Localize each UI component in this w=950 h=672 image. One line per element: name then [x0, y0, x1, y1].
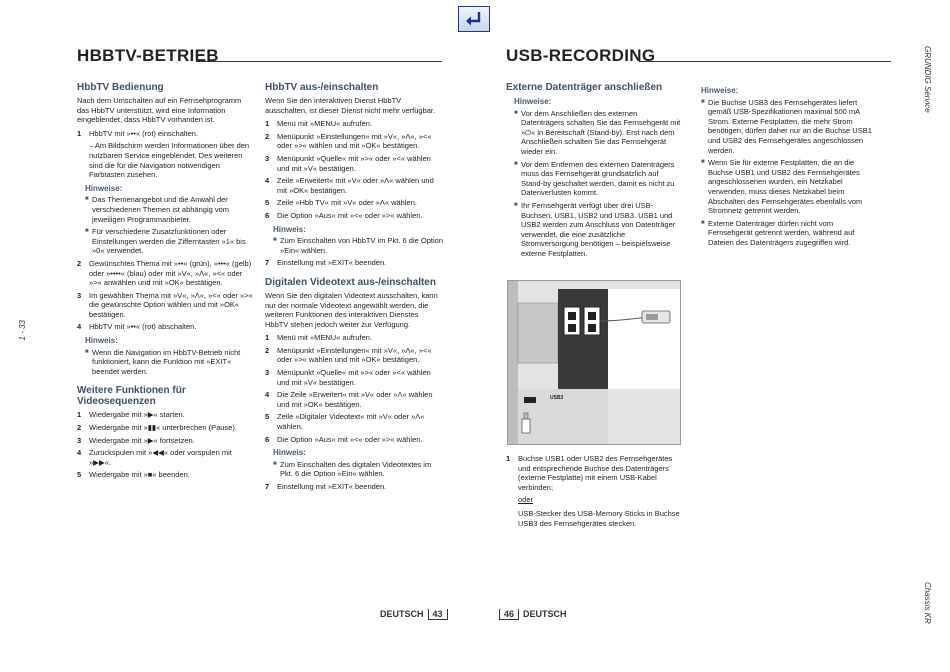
right-column-1-steps	[506, 454, 682, 532]
list-item: ■ Vor dem Entfernen des externen Datenträgers muss das Fernsehgerät grundsätzlich auf Stand-by geschaltet werden, damit es nicht zu Datenverlusten kommt.	[514, 159, 675, 198]
heading-weitere-funktionen: Weitere Funktionen für Videosequenzen	[77, 385, 186, 408]
list-item: ■ Zum Einschalten des digitalen Videotextes im Pkt. 6 die Option »Ein« wählen.	[273, 459, 432, 479]
step-7: 7 Einstellung mit »EXIT« beenden.	[265, 258, 387, 268]
square-bullet-icon: ■	[701, 159, 705, 166]
hinweise-heading: Hinweise:	[514, 97, 552, 106]
step-5: 5 Zeile »Hbb TV« mit »V« oder »Λ« wählen.	[265, 198, 417, 208]
step-5: 5 Wiedergabe mit »■« beenden.	[77, 470, 190, 480]
step-1: 1 Wiedergabe mit »▶« starten.	[77, 410, 185, 420]
hinweise-heading: Hinweise:	[701, 86, 739, 95]
step-6: 6 Die Option »Aus« mit »<« oder »>« wählen.	[265, 434, 423, 444]
list-item: ■ Externe Datenträger dürfen nicht vom Fernsehgerät getrennt werden, während auf Dateien des Datenträgers zugegriffen wird.	[701, 218, 855, 247]
side-chassis-label: Chassis KR	[923, 582, 932, 624]
step-3: 3 Menüpunkt »Quelle« mit »>« oder »<« wählen und mit »V« bestätigen.	[265, 153, 431, 173]
oder-text: oder	[518, 495, 534, 505]
square-bullet-icon: ■	[514, 160, 518, 167]
step-3: 3 Im gewählten Thema mit »V«, »Λ«, »<« oder »>« die gewünschte Option wählen und mit »OK« bestätigen.	[77, 290, 253, 319]
usb3-label: USB3	[550, 395, 564, 401]
page-title: USB-RECORDING	[506, 46, 656, 65]
heading-digitaler-videotext: Digitalen Videotext aus-/einschalten	[265, 276, 436, 288]
list-item: ■ Zum Einschalten von HbbTV im Pkt. 6 die Option »Ein« wählen.	[273, 236, 443, 255]
step-5: 5 Zeile »Digitaler Videotext« mit »V« oder »Λ« wählen.	[265, 412, 425, 432]
step-1: 1 Menü mit »MENU« aufrufen.	[265, 333, 373, 343]
intro-text: Nach dem Umschalten auf ein Fernsehprogramm das HbbTV unterstützt, wird eine Information eingeblendet, dass HbbTV vorhanden ist.	[77, 96, 242, 125]
heading-externe-datentraeger: Externe Datenträger anschließen	[506, 82, 663, 93]
right-column-2	[701, 82, 875, 251]
footer-language: DEUTSCH	[380, 609, 424, 619]
intro-text: Wenn Sie den interaktiven Dienst HbbTV ausschalten, ist dieser Dienst nicht mehr verfügbar.	[265, 96, 436, 115]
page-number: 43	[428, 609, 448, 620]
list-item: ■ Das Themenangebot und die Anwahl der verschiedenen Themen ist abhängig vom jeweiligen Programmanbieter.	[85, 195, 230, 224]
side-brand-label: GRUNDIG Service	[923, 46, 932, 113]
left-column-2	[265, 82, 443, 495]
square-bullet-icon: ■	[273, 237, 277, 244]
step-1-alternative: USB-Stecker des USB-Memory Sticks in Buchse USB3 des Fernsehgerätes stecken.	[518, 508, 680, 528]
square-bullet-icon: ■	[85, 348, 89, 355]
step-3: 3 Wiedergabe mit »▶« fortsetzen.	[77, 435, 195, 445]
usb-connection-illustration	[507, 280, 681, 445]
footer-left	[380, 609, 452, 620]
hinweis-heading: Hinweis:	[273, 448, 306, 458]
square-bullet-icon: ■	[85, 228, 89, 235]
step-2: 2 Menüpunkt »Einstellungen« mit »V«, »Λ«, »<« oder »>« wählen und mit »OK« bestätigen.	[265, 131, 432, 151]
heading-hbbtv-aus: HbbTV aus-/einschalten	[265, 82, 379, 93]
step-2: 2 Wiedergabe mit »▮▮« unterbrechen (Pause).	[77, 423, 237, 433]
step-2: 2 Gewünschtes Thema mit »••« (grün), »•••« (gelb) oder »••••« (blau) oder mit »V«, »Λ«, »<« oder »>« anwählen und mit »OK« bestätigen.	[77, 258, 252, 288]
step-7: 7 Einstellung mit »EXIT« beenden.	[265, 482, 387, 491]
list-item: ■ Wenn die Navigation im HbbTV-Betrieb nicht funktioniert, kann die Funktion mit »EXIT« beendet werden.	[85, 347, 241, 376]
intro-text: Wenn Sie den digitalen Videotext ausschalten, kann nur der normale Videotext angewählt werden, die weiteren Funktionen des interaktiven Dienstes HbbTV stehen jedoch weiter zur Verfügung.	[265, 290, 438, 329]
heading-hbbtv-bedienung: HbbTV Bedienung	[77, 82, 164, 93]
step-1: 1 HbbTV mit »••« (rot) einschalten.	[77, 128, 199, 138]
tv-back-panel-drawing	[508, 281, 680, 444]
page-title: HBBTV-BETRIEB	[77, 46, 219, 65]
right-page	[475, 0, 950, 672]
step-4: 4 Zurückspulen mit »◀◀« oder vorspulen mit »▶▶«.	[77, 448, 232, 467]
hinweise-heading: Hinweise:	[85, 183, 123, 193]
title-rule	[196, 61, 442, 62]
step-4: 4 Zeile »Erweitert« mit »V« oder »Λ« wählen und mit »OK« bestätigen.	[265, 176, 434, 195]
hinweis-heading: Hinweis:	[85, 336, 118, 346]
list-item: ■ Ihr Fernsehgerät verfügt über drei USB-Buchsen, USB1, USB2 und USB3. USB1 und USB2 werden zum Anschluss von Datenträger verwendet, die eine zusätzliche Stromversorgung benötigen – beispielsweise externe Festplatten.	[514, 200, 676, 258]
right-column-1	[506, 82, 682, 262]
step-2: 2 Menüpunkt »Einstellungen« mit »V«, »Λ«, »<« oder »>« wählen und mit »OK« bestätigen.	[265, 345, 432, 365]
step-3: 3 Menüpunkt »Quelle« mit »>« oder »<« wählen und mit »V« bestätigen.	[265, 368, 431, 387]
page-number: 46	[499, 609, 519, 620]
square-bullet-icon: ■	[514, 201, 518, 208]
square-bullet-icon: ■	[273, 460, 277, 467]
step-6: 6 Die Option »Aus« mit »<« oder »>« wählen.	[265, 210, 423, 220]
square-bullet-icon: ■	[85, 196, 89, 203]
footer-right	[495, 609, 567, 620]
square-bullet-icon: ■	[701, 98, 705, 105]
list-item: ■ Die Buchse USB3 des Fernsehgerätes liefert gemäß USB-Spezifikationen maximal 500 mA Strom. Externe Festplatten, die mehr Strom benötigen, dürfen daher nur an die Buchse USB1 und USB2 des Fernsehgerätes angeschlossen werden.	[701, 97, 872, 155]
title-rule	[639, 61, 891, 62]
footer-language: DEUTSCH	[523, 609, 567, 619]
step-4: 4 HbbTV mit »••« (rot) abschalten.	[77, 322, 197, 332]
side-page-number: 1 - 33	[18, 320, 27, 341]
list-item: ■ Für verschiedene Zusatzfunktionen oder Einstellungen werden die Zifferntasten »1« bis »0« verwendet.	[85, 227, 246, 256]
list-item: ■ Wenn Sie für externe Festplatten, die an die Buchse USB1 und USB2 des Fernsehgerätes angeschlossenen wurden, ein Netzkabel verwenden, muss dieses Netzkabel beim Abschalten des Fernsehgerätes ebenfalls vom Stromnetz getrennt werden.	[701, 158, 863, 216]
step-1: 1 Buchse USB1 oder USB2 des Fernsehgerätes und entsprechende Buchse des Datenträgers (externe Festplatte) mit einem USB-Kabel verbinden;	[506, 454, 673, 492]
square-bullet-icon: ■	[701, 219, 705, 226]
step-4: 4 Die Zeile »Erweitert« mit »V« oder »Λ« wählen und mit »OK« bestätigen.	[265, 390, 433, 409]
list-item: ■ Vor dem Anschließen des externen Datenträgers schalten Sie das Fernsehgerät mit »⏻« in Bereitschaft (Stand-by). Erst nach dem Anschließen schalten Sie das Fernsehgerät wieder ein.	[514, 108, 681, 156]
hinweis-heading: Hinweis:	[273, 224, 306, 234]
step-1-sub: – Am Bildschirm werden Informationen über den nutzbaren Service eingeblendet. Des weiteren sind die für die Navigation notwendigen Farbtasten zusehen.	[89, 141, 250, 180]
left-column-1	[77, 82, 253, 483]
step-1: 1 Menü mit »MENU« aufrufen.	[265, 119, 373, 129]
square-bullet-icon: ■	[514, 109, 518, 116]
